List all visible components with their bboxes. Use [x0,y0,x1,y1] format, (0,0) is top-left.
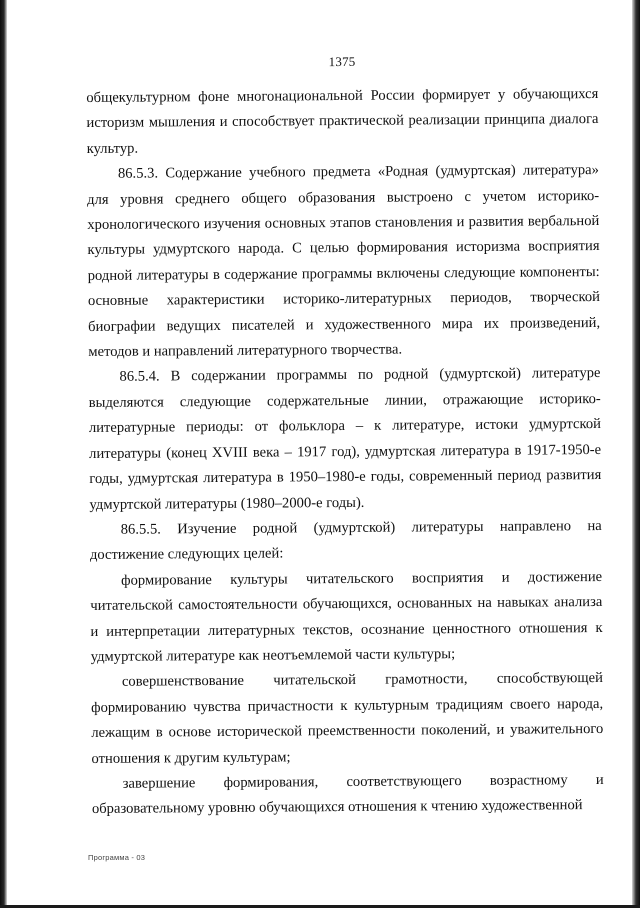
paragraph-86-5-5: 86.5.5. Изучение родной (удмуртской) литературы направлено на достижение следующих целей: [89,517,602,564]
goal-item-reading-attitude: завершение формирования, соответствующего возрастному и образовательному уровню обучающихся отношения к чтению художественной [91,771,604,818]
scan-border-right [632,0,640,908]
goal-item-reading-culture: формирование культуры читательского восприятия и достижение читательской самостоятельности обучающихся, основанных на навыках анализа и интерпретации литературных текстов, осознание ценностного отношения к удмуртской литературе как неотъемлемой части культуры; [90,568,603,665]
document-page [86,52,604,823]
scan-border-left [0,0,7,908]
page-number: 1375 [328,53,356,70]
paragraph-86-5-4: 86.5.4. В содержании программы по родной (удмуртской) литературе выделяются следующие содержательные линии, отражающие историко-литературные периоды: от фольклора – к литературе, истоки удмуртской литературы (конец XVIII века – 1917 год), удмуртская литература в 1917-1950-е годы, удмуртская литература в 1950–1980-е годы, современный период развития удмуртской литературы (1980–2000-е годы). [88,365,602,513]
paragraph-86-5-3: 86.5.3. Содержание учебного предмета «Родная (удмуртская) литература» для уровня среднего общего образования выстроено с учетом историко-хронологического изучения основных этапов становления и развития вербальной культуры удмуртского народа. С целью формирования историзма восприятия родной литературы в содержание программы включены следующие компоненты: основные характеристики историко-литературных периодов, творческой биографии ведущих писателей и художественного мира их произведений, методов и направлений литературного творчества. [87,162,601,361]
footer-program-code: Программа - 03 [88,853,146,862]
paragraph-intro-continuation: общекультурном фоне многонациональной России формирует у обучающихся историзм мышления и способствует практической реализации принципа диалога культур. [86,85,599,157]
goal-item-reading-literacy: совершенствование читательской грамотности, способствующей формированию чувства причастности к культурным традициям своего народа, лежащим в основе исторической преемственности поколений, и уважительного отношения к другим культурам; [91,670,604,767]
